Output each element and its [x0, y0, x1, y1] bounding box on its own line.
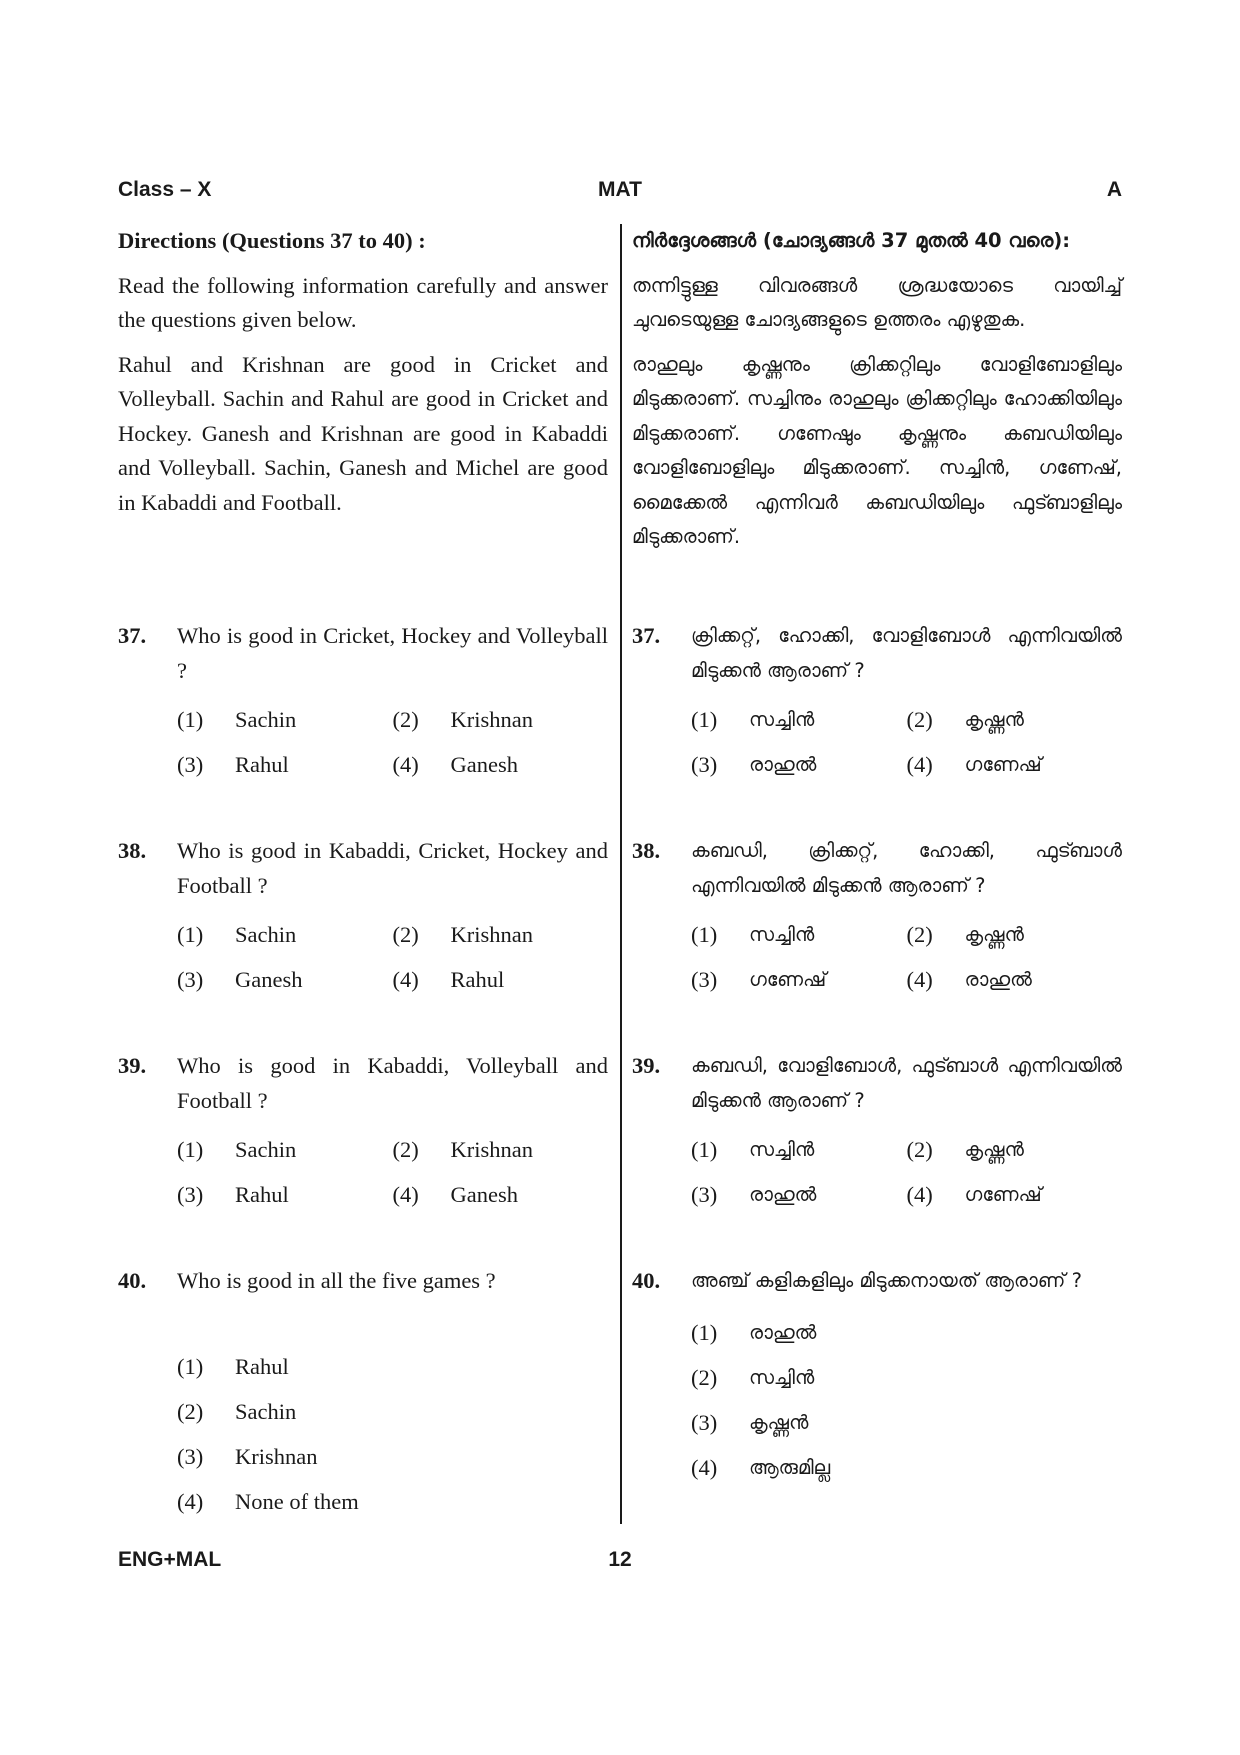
question-37 — [632, 619, 1122, 788]
option: (4) Ganesh — [392, 752, 518, 778]
option: (4) ഗണേഷ് — [906, 1182, 1042, 1208]
options — [177, 913, 608, 1003]
option: (2) കൃഷ്ണൻ — [906, 707, 1024, 733]
directions-info: Rahul and Krishnan are good in Cricket and Volleyball. Sachin and Rahul are good in Cricket and Hockey. Ganesh and Krishnan are good in Kabaddi and Volleyball. Sachin, Ganesh and Michel are good in Kabaddi and Football. — [118, 351, 608, 515]
question-number: 40. — [632, 1268, 661, 1293]
language-code: ENG+MAL — [118, 1548, 222, 1571]
option: (1) Sachin — [177, 707, 297, 733]
question-number: 39. — [118, 1053, 147, 1078]
question-number: 38. — [632, 838, 661, 863]
option: (4) രാഹുൽ — [906, 967, 1032, 993]
option: (4) Ganesh — [392, 1182, 518, 1208]
option: (1) Sachin — [177, 1137, 297, 1163]
page-number: 12 — [608, 1548, 632, 1571]
options — [691, 1128, 1122, 1218]
option: (1) സച്ചിൻ — [691, 922, 815, 948]
option: (1) Rahul — [177, 1353, 289, 1379]
question-40 — [632, 1264, 1122, 1491]
question-39 — [118, 1049, 608, 1218]
option: (2) Sachin — [177, 1398, 297, 1424]
options — [177, 1128, 608, 1218]
question-number: 39. — [632, 1053, 661, 1078]
directions-instruction: Read the following information carefully and answer the questions given below. — [118, 272, 608, 332]
question-number: 38. — [118, 838, 147, 863]
question-37 — [118, 619, 608, 788]
question-text: Who is good in Kabaddi, Volleyball and Football ? — [177, 1053, 608, 1113]
option: (3) ഗണേഷ് — [691, 967, 827, 993]
subject-label: MAT — [598, 178, 642, 201]
question-number: 37. — [632, 623, 661, 648]
option: (4) ആരുമില്ല — [691, 1454, 831, 1480]
question-38 — [632, 834, 1122, 1003]
directions-title: നിർദ്ദേശങ്ങൾ (ചോദ്യങ്ങൾ 37 മുതൽ 40 വരെ): — [632, 229, 1071, 252]
option: (3) രാഹുൽ — [691, 752, 817, 778]
directions-instruction: തന്നിട്ടുള്ള വിവരങ്ങൾ ശ്രദ്ധയോടെ വായിച്ച് ചുവടെയുള്ള ചോദ്യങ്ങളുടെ ഉത്തരം എഴുതുക. — [632, 273, 1122, 331]
question-text: ക്രിക്കറ്റ്, ഹോക്കി, വോളിബോൾ എന്നിവയിൽ മിടുക്കൻ ആരാണ് ? — [691, 624, 1122, 682]
column-divider — [620, 224, 622, 1524]
option: (2) Krishnan — [392, 707, 533, 733]
option: (3) Krishnan — [177, 1443, 318, 1469]
options — [691, 913, 1122, 1003]
option: (3) കൃഷ്ണൻ — [691, 1409, 809, 1435]
option: (1) സച്ചിൻ — [691, 1137, 815, 1163]
question-39 — [632, 1049, 1122, 1218]
option: (1) Sachin — [177, 922, 297, 948]
option: (4) Rahul — [392, 967, 505, 993]
question-number: 40. — [118, 1268, 147, 1293]
options — [691, 1311, 1122, 1491]
question-text: Who is good in Cricket, Hockey and Volleyball ? — [177, 623, 608, 683]
question-number: 37. — [118, 623, 147, 648]
options — [691, 698, 1122, 788]
option: (2) Krishnan — [392, 922, 533, 948]
class-label: Class – X — [118, 178, 212, 201]
option: (2) Krishnan — [392, 1137, 533, 1163]
option: (4) None of them — [177, 1488, 359, 1514]
option: (1) സച്ചിൻ — [691, 707, 815, 733]
options — [177, 698, 608, 788]
question-text: അഞ്ച് കളികളിലും മിടുക്കനായത് ആരാണ് ? — [691, 1269, 1082, 1292]
option: (3) രാഹുൽ — [691, 1182, 817, 1208]
booklet-series: A — [1106, 178, 1122, 201]
options — [177, 1345, 608, 1525]
english-column — [118, 224, 608, 1514]
option: (3) Ganesh — [177, 967, 303, 993]
directions-title: Directions (Questions 37 to 40) : — [118, 228, 426, 253]
question-38 — [118, 834, 608, 1003]
question-text: Who is good in Kabaddi, Cricket, Hockey and Football ? — [177, 838, 608, 898]
option: (3) Rahul — [177, 1182, 289, 1208]
question-text: Who is good in all the five games ? — [177, 1268, 496, 1293]
question-text: കബഡി, ക്രിക്കറ്റ്, ഹോക്കി, ഫുട്ബാൾ എന്നിവയിൽ മിടുക്കൻ ആരാണ് ? — [691, 839, 1122, 897]
option: (3) Rahul — [177, 752, 289, 778]
option: (2) സച്ചിൻ — [691, 1364, 815, 1390]
question-40 — [118, 1264, 608, 1525]
option: (2) കൃഷ്ണൻ — [906, 1137, 1024, 1163]
malayalam-column — [632, 224, 1122, 1480]
option: (4) ഗണേഷ് — [906, 752, 1042, 778]
question-text: കബഡി, വോളിബോൾ, ഫുട്ബാൾ എന്നിവയിൽ മിടുക്കൻ ആരാണ് ? — [691, 1054, 1122, 1112]
directions-info: രാഹുലും കൃഷ്ണനും ക്രിക്കറ്റിലും വോളിബോളിലും മിടുക്കരാണ്. സച്ചിനും രാഹുലും ക്രിക്കറ്റിലും ഹോക്കിയിലും മിടുക്കരാണ്. ഗണേഷും കൃഷ്ണനും കബഡിയിലും വോളിബോളിലും മിടുക്കരാണ്. സച്ചിൻ, ഗണേഷ്, മൈക്കേൽ എന്നിവർ കബഡിയിലും ഫുട്ബാളിലും മിടുക്കരാണ്. — [632, 352, 1122, 548]
option: (2) കൃഷ്ണൻ — [906, 922, 1024, 948]
option: (1) രാഹുൽ — [691, 1319, 817, 1345]
